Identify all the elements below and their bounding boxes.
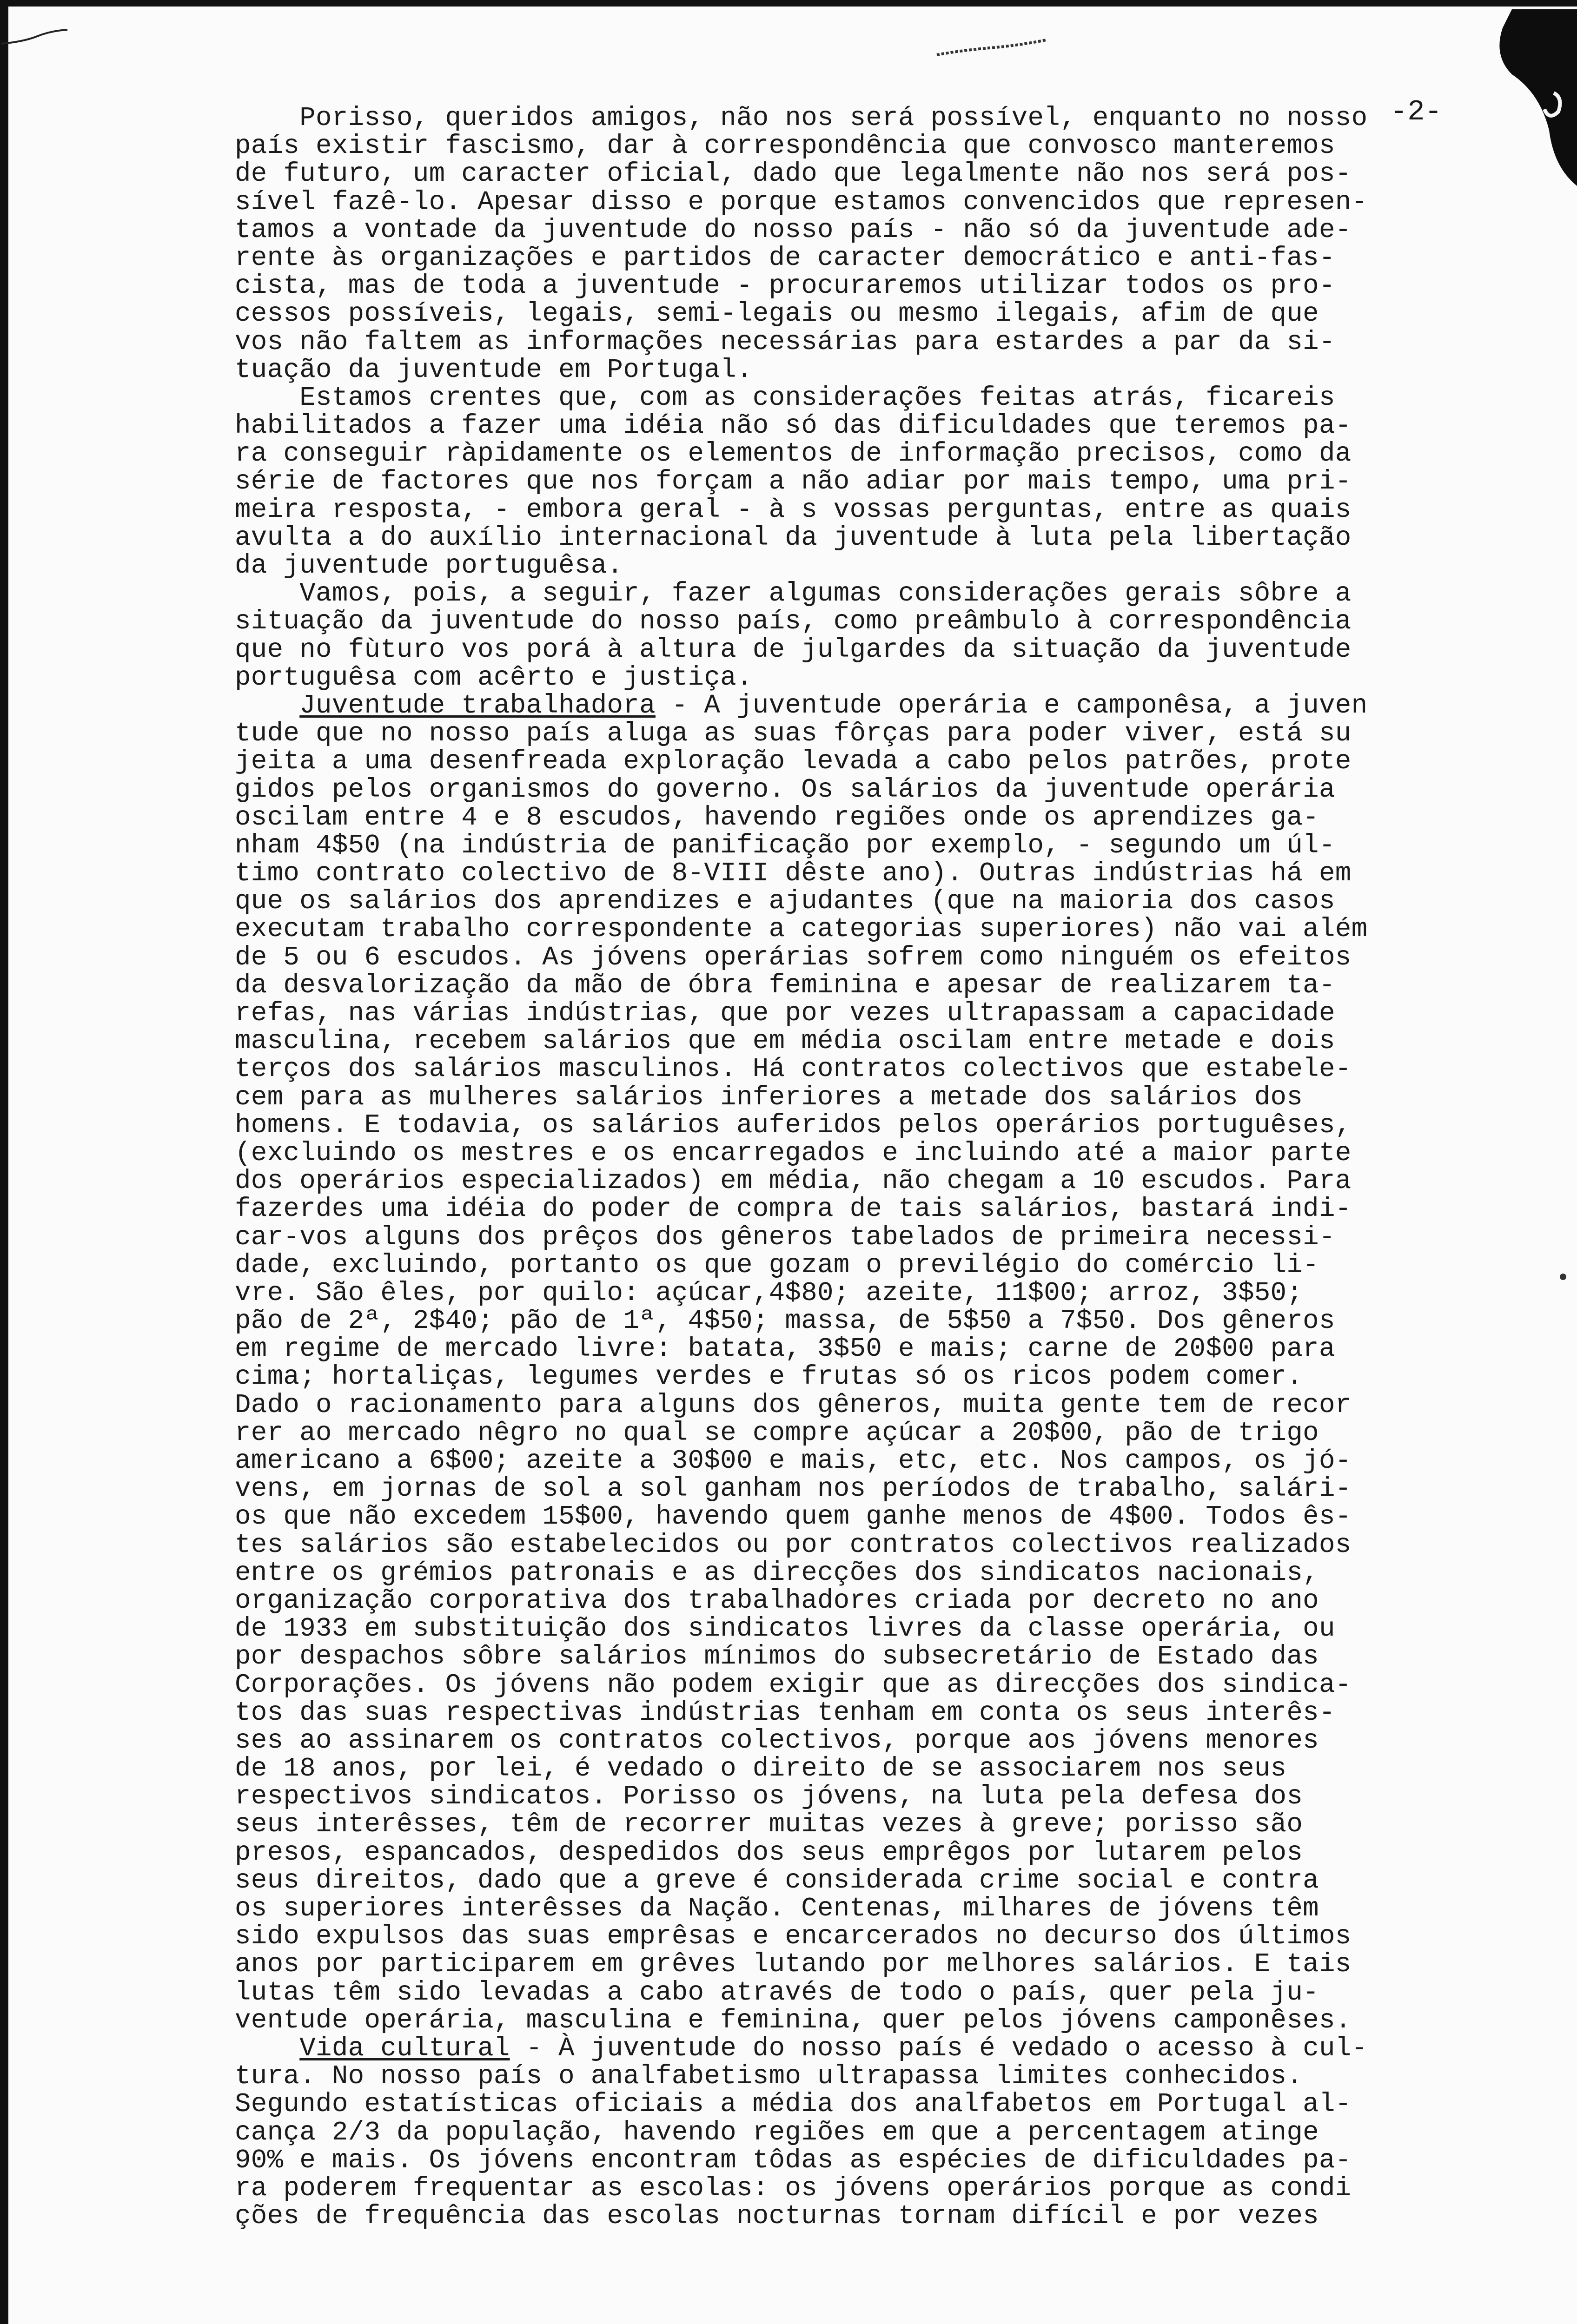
text-line: cima; hortaliças, legumes verdes e frutas só os ricos podem comer. bbox=[235, 1362, 1303, 1393]
text-line: habilitados a fazer uma idéia não só das dificuldades que teremos pa- bbox=[235, 411, 1352, 442]
text-line: tude que no nosso país aluga as suas fôrças para poder viver, está su bbox=[235, 719, 1352, 749]
text-line: pão de 2ª, 2$40; pão de 1ª, 4$50; massa, de 5$50 a 7$50. Dos gêneros bbox=[235, 1306, 1335, 1337]
section-heading: Juventude trabalhadora bbox=[299, 690, 656, 721]
text-line: portuguêsa com acêrto e justiça. bbox=[235, 662, 753, 693]
text-line: Corporações. Os jóvens não podem exigir que as direcções dos sindica- bbox=[235, 1670, 1352, 1700]
left-margin-rule bbox=[0, 0, 8, 2324]
text-line: rente às organizações e partidos de caracter democrático e anti-fas- bbox=[235, 243, 1335, 273]
text-line: tos das suas respectivas indústrias tenham em conta os seus interês- bbox=[235, 1697, 1335, 1728]
text-line: presos, espancados, despedidos dos seus emprêgos por lutarem pelos bbox=[235, 1837, 1303, 1868]
text-line: anos por participarem em grêves lutando por melhores salários. E tais bbox=[235, 1949, 1352, 1980]
line-indent bbox=[235, 691, 299, 721]
text-line: cança 2/3 da população, havendo regiões em que a percentagem atinge bbox=[235, 2117, 1319, 2148]
text-line: cista, mas de toda a juventude - procuraremos utilizar todos os pro- bbox=[235, 271, 1335, 302]
text-line: 90% e mais. Os jóvens encontram tôdas as espécies de dificuldades pa- bbox=[235, 2145, 1352, 2176]
text-line: que os salários dos aprendizes e ajudantes (que na maioria dos casos bbox=[235, 886, 1335, 917]
line-indent bbox=[235, 2034, 299, 2064]
text-line: Estamos crentes que, com as considerações feitas atrás, ficareis bbox=[235, 383, 1335, 413]
text-line: executam trabalho correspondente a categorias superiores) não vai além bbox=[235, 914, 1368, 945]
text-line: situação da juventude do nosso país, como preâmbulo à correspondência bbox=[235, 607, 1352, 637]
text-line: tura. No nosso país o analfabetismo ultrapassa limites conhecidos. bbox=[235, 2061, 1303, 2092]
text-line: Vamos, pois, a seguir, fazer algumas considerações gerais sôbre a bbox=[235, 579, 1352, 609]
text-line: Dado o racionamento para alguns dos gêneros, muita gente tem de recor bbox=[235, 1390, 1352, 1420]
text-line: car-vos alguns dos prêços dos gêneros tabelados de primeira necessi- bbox=[235, 1222, 1335, 1253]
text-line: gidos pelos organismos do governo. Os salários da juventude operária bbox=[235, 774, 1335, 805]
top-page-edge bbox=[0, 0, 1577, 7]
text-line: ses ao assinarem os contratos colectivos, porque aos jóvens menores bbox=[235, 1725, 1319, 1756]
text-line: homens. E todavia, os salários auferidos pelos operários portuguêses, bbox=[235, 1110, 1352, 1141]
text-line: ra poderem frequentar as escolas: os jóvens operários porque as condi bbox=[235, 2173, 1352, 2204]
text-line: nham 4$50 (na indústria de panificação por exemplo, - segundo um úl- bbox=[235, 830, 1335, 861]
text-line: ventude operária, masculina e feminina, quer pelos jóvens camponêses. bbox=[235, 2005, 1352, 2036]
text-line: da desvalorização da mão de óbra feminina e apesar de realizarem ta- bbox=[235, 970, 1335, 1001]
text-line: vens, em jornas de sol a sol ganham nos períodos de trabalho, salári- bbox=[235, 1474, 1352, 1505]
text-line: em regime de mercado livre: batata, 3$50 e mais; carne de 20$00 para bbox=[235, 1334, 1335, 1365]
text-line: oscilam entre 4 e 8 escudos, havendo regiões onde os aprendizes ga- bbox=[235, 802, 1319, 833]
text-line: timo contrato colectivo de 8-VIII dêste ano). Outras indústrias há em bbox=[235, 858, 1352, 889]
text-line: Segundo estatísticas oficiais a média dos analfabetos em Portugal al- bbox=[235, 2089, 1352, 2120]
text-line: dos operários especializados) em média, não chegam a 10 escudos. Para bbox=[235, 1166, 1352, 1197]
text-line: Porisso, queridos amigos, não nos será possível, enquanto no nosso bbox=[235, 103, 1368, 133]
text-line: de futuro, um caracter oficial, dado que legalmente não nos será pos- bbox=[235, 159, 1352, 190]
text-line: sível fazê-lo. Apesar disso e porque estamos convencidos que represen- bbox=[235, 187, 1368, 218]
text-line: rer ao mercado nêgro no qual se compre açúcar a 20$00, pão de trigo bbox=[235, 1418, 1319, 1448]
page-number: -2- bbox=[1390, 95, 1442, 128]
ink-smudge-mark bbox=[934, 36, 1051, 59]
text-line: meira resposta, - embora geral - à s vossas perguntas, entre as quais bbox=[235, 495, 1352, 525]
text-line: país existir fascismo, dar à correspondência que convosco manteremos bbox=[235, 131, 1335, 162]
text-line: de 5 ou 6 escudos. As jóvens operárias sofrem como ninguém os efeitos bbox=[235, 942, 1352, 973]
text-line: sido expulsos das suas emprêsas e encarcerados no decurso dos últimos bbox=[235, 1921, 1352, 1952]
text-line: vos não faltem as informações necessárias para estardes a par da si- bbox=[235, 327, 1335, 357]
text-line: fazerdes uma idéia do poder de compra de tais salários, bastará indi- bbox=[235, 1194, 1352, 1225]
line-text: - A juventude operária e camponêsa, a juven bbox=[655, 690, 1368, 721]
text-line: série de factores que nos forçam a não adiar por mais tempo, uma pri- bbox=[235, 467, 1352, 497]
text-line: lutas têm sido levadas a cabo através de todo o país, quer pela ju- bbox=[235, 1977, 1319, 2008]
pen-stroke-mark bbox=[0, 28, 70, 46]
text-line: refas, nas várias indústrias, que por vezes ultrapassam a capacidade bbox=[235, 998, 1335, 1029]
text-line: os que não excedem 15$00, havendo quem ganhe menos de 4$00. Todos ês- bbox=[235, 1502, 1352, 1532]
text-line: avulta a do auxílio internacional da juventude à luta pela libertação bbox=[235, 522, 1352, 553]
document-body bbox=[235, 105, 1481, 2231]
text-line: organização corporativa dos trabalhadores criada por decreto no ano bbox=[235, 1585, 1319, 1616]
text-line: entre os grémios patronais e as direcções dos sindicatos nacionais, bbox=[235, 1558, 1319, 1588]
text-line: cem para as mulheres salários inferiores a metade dos salários dos bbox=[235, 1082, 1303, 1113]
text-line: terços dos salários masculinos. Há contratos colectivos que estabele- bbox=[235, 1054, 1352, 1085]
text-line: cessos possíveis, legais, semi-legais ou mesmo ilegais, afim de que bbox=[235, 299, 1319, 330]
text-line: ra conseguir ràpidamente os elementos de informação precisos, como da bbox=[235, 439, 1352, 469]
text-line: tuação da juventude em Portugal. bbox=[235, 355, 753, 385]
text-line: seus interêsses, têm de recorrer muitas vezes à greve; porisso são bbox=[235, 1809, 1303, 1840]
text-line: de 18 anos, por lei, é vedado o direito de se associarem nos seus bbox=[235, 1754, 1287, 1784]
text-line: que no fùturo vos porá à altura de julgardes da situação da juventude bbox=[235, 634, 1352, 665]
text-line: vre. São êles, por quilo: açúcar,4$80; azeite, 11$00; arroz, 3$50; bbox=[235, 1278, 1303, 1308]
text-line: de 1933 em substituição dos sindicatos livres da classe operária, ou bbox=[235, 1614, 1335, 1644]
section-heading: Vida cultural bbox=[299, 2033, 510, 2064]
text-line: respectivos sindicatos. Porisso os jóvens, na luta pela defesa dos bbox=[235, 1782, 1303, 1812]
ink-dot bbox=[1560, 1274, 1566, 1280]
text-line: dade, excluindo, portanto os que gozam o previlégio do comércio li- bbox=[235, 1250, 1319, 1281]
text-line: da juventude portuguêsa. bbox=[235, 551, 623, 581]
text-line bbox=[235, 2035, 1481, 2063]
text-line: tamos a vontade da juventude do nosso país - não só da juventude ade- bbox=[235, 215, 1352, 245]
text-line bbox=[235, 692, 1481, 720]
text-line: (excluindo os mestres e os encarregados e incluindo até a maior parte bbox=[235, 1138, 1352, 1169]
line-text: - À juventude do nosso país é vedado o acesso à cul- bbox=[510, 2033, 1368, 2064]
text-line: jeita a uma desenfreada exploração levada a cabo pelos patrões, prote bbox=[235, 746, 1352, 777]
text-line: seus direitos, dado que a greve é considerada crime social e contra bbox=[235, 1865, 1319, 1896]
text-line: ções de frequência das escolas nocturnas tornam difícil e por vezes bbox=[235, 2201, 1319, 2232]
text-line: americano a 6$00; azeite a 30$00 e mais, etc, etc. Nos campos, os jó- bbox=[235, 1446, 1352, 1476]
text-line: tes salários são estabelecidos ou por contratos colectivos realizados bbox=[235, 1530, 1352, 1560]
text-line: os superiores interêsses da Nação. Centenas, milhares de jóvens têm bbox=[235, 1894, 1319, 1924]
text-line: por despachos sôbre salários mínimos do subsecretário de Estado das bbox=[235, 1642, 1319, 1672]
text-line: masculina, recebem salários que em média oscilam entre metade e dois bbox=[235, 1026, 1335, 1057]
corner-ink-blot bbox=[1484, 9, 1577, 186]
